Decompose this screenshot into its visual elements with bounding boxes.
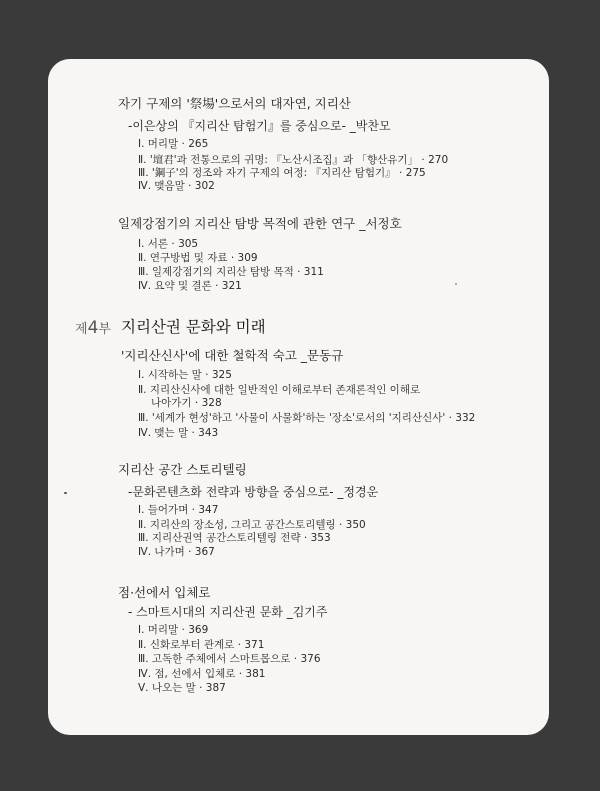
toc-item: Ⅰ. 머리말 · 369 [138,624,209,636]
toc-item: Ⅱ. 지리산신사에 대한 일반적인 이해로부터 존재론적인 이해로 [138,384,421,396]
scan-speck [455,283,457,285]
section-title: 지리산 공간 스토리텔링 [118,462,247,477]
toc-item: Ⅲ. 일제강점기의 지리산 탐방 목적 · 311 [138,266,324,278]
toc-item: Ⅳ. 맺는 말 · 343 [138,427,219,439]
part-number: 4 [87,318,99,338]
toc-item: Ⅳ. 요약 및 결론 · 321 [138,280,242,292]
toc-item: Ⅰ. 서론 · 305 [138,238,199,250]
part-heading [75,320,111,337]
part-title: 지리산권 문화와 미래 [121,318,266,336]
section-title: 자기 구제의 '祭場'으로서의 대자연, 지리산 [118,96,351,111]
toc-item: Ⅱ. 연구방법 및 자료 · 309 [138,252,258,264]
section-title: 점·선에서 입체로 [118,585,211,600]
section-title: 일제강점기의 지리산 탐방 목적에 관한 연구 _서정호 [118,216,402,231]
section-subtitle: -이은상의 『지리산 탐험기』를 중심으로- _박찬모 [128,119,391,133]
toc-item: 나아가기 · 328 [151,397,222,409]
section-subtitle: -문화콘텐츠화 전략과 방향을 중심으로- _정경운 [128,485,379,499]
toc-item: Ⅱ. 신화로부터 관계로 · 371 [138,639,265,651]
toc-item: Ⅳ. 나가며 · 367 [138,546,215,558]
toc-item: Ⅰ. 시작하는 말 · 325 [138,369,232,381]
toc-item: Ⅲ. '鋼子'의 정조와 자기 구제의 여정: 『지리산 탐험기』 · 275 [138,167,426,179]
toc-item: Ⅳ. 점, 선에서 입체로 · 381 [138,668,266,680]
section-subtitle: - 스마트시대의 지리산권 문화 _김기주 [128,605,328,619]
toc-item: Ⅱ. 지리산의 장소성, 그리고 공간스토리텔링 · 350 [138,519,366,531]
toc-item: Ⅰ. 머리말 · 265 [138,138,209,150]
toc-item: Ⅱ. '壇君'과 전통으로의 귀명: 『노산시조집』과 「향산유기」 · 270 [138,154,449,166]
scan-speck [64,492,67,494]
toc-item: Ⅴ. 나오는 말 · 387 [138,682,226,694]
toc-item: Ⅲ. '세계가 현성'하고 '사물이 사물화'하는 '장소'로서의 '지리산신사' · 332 [138,412,476,424]
toc-item: Ⅳ. 맺음말 · 302 [138,180,215,192]
part-label-suffix: 부 [98,322,111,337]
toc-item: Ⅰ. 들어가며 · 347 [138,504,219,516]
section-title: '지리산신사'에 대한 철학적 숙고 _문동규 [121,348,344,363]
toc-item: Ⅲ. 지리산권역 공간스토리텔링 전략 · 353 [138,532,331,544]
toc-item: Ⅲ. 고독한 주체에서 스마트몹으로 · 376 [138,653,321,665]
part-label-prefix: 제 [75,322,88,337]
